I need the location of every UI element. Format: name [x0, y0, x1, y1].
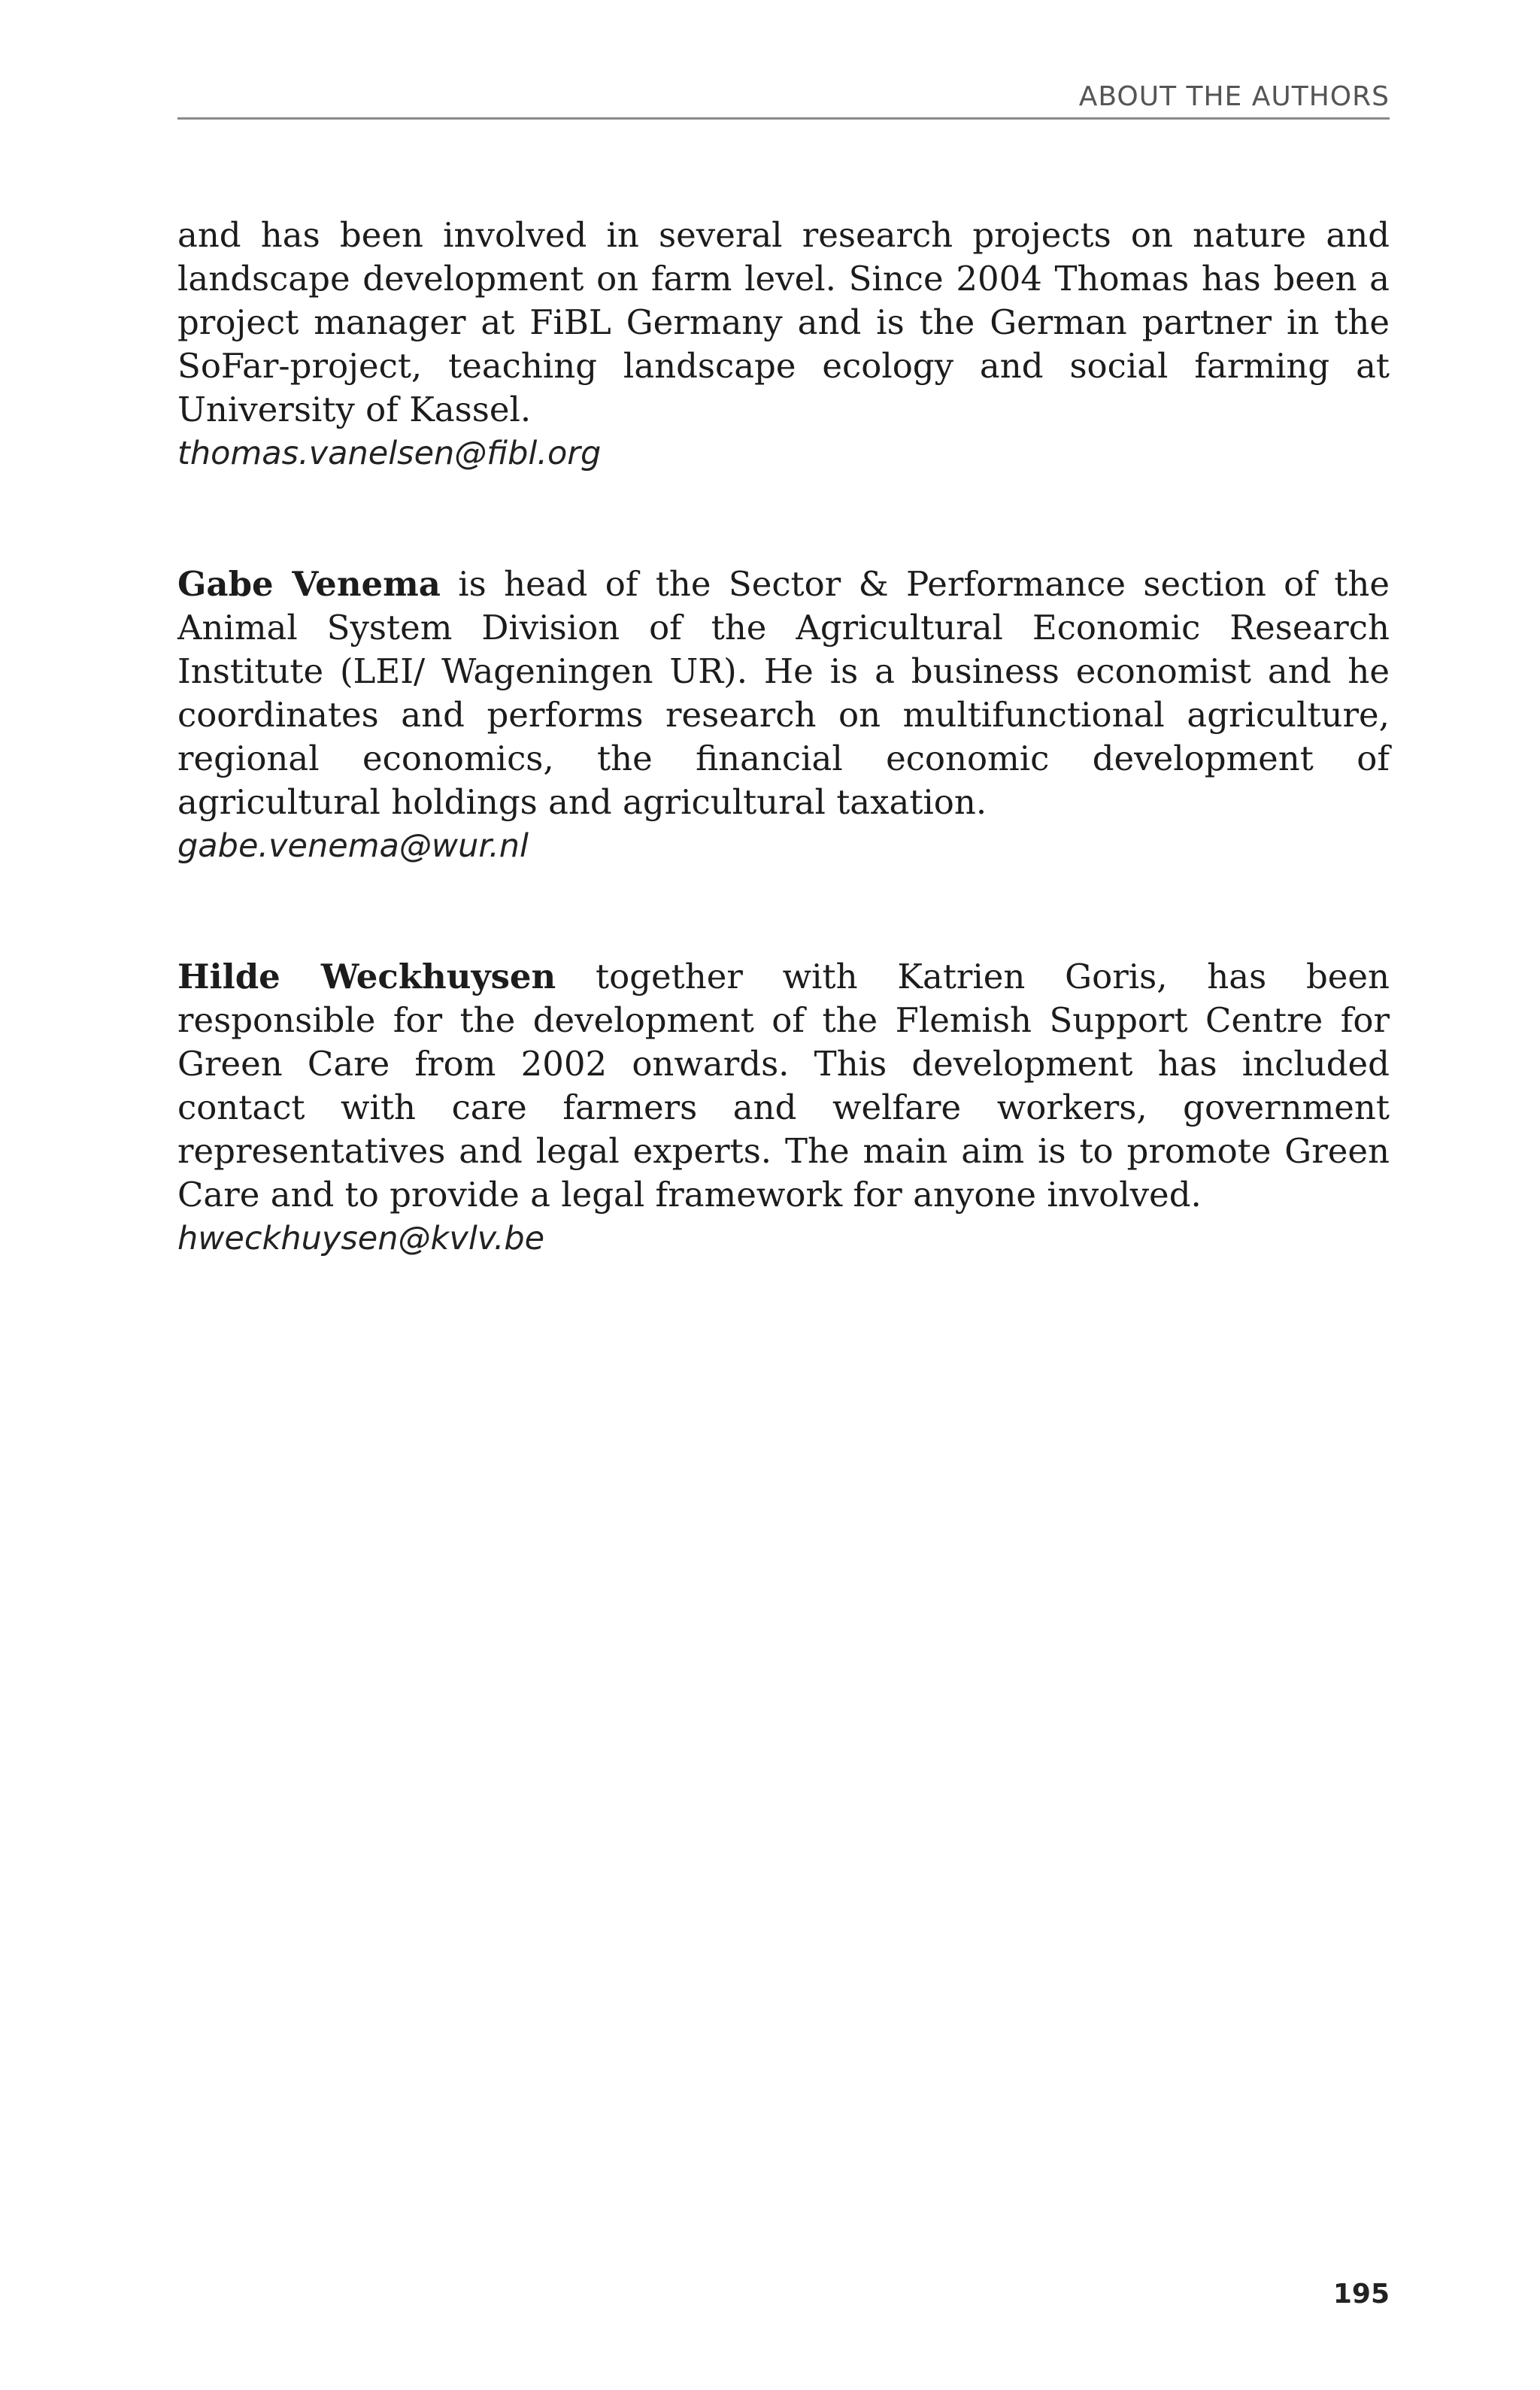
- author-email: thomas.vanelsen@fibl.org: [177, 435, 602, 472]
- header-rule: [177, 117, 1390, 120]
- page-content: [177, 214, 1390, 1348]
- author-bio-venema: [177, 563, 1390, 868]
- author-bio-vanelsen: [177, 214, 1390, 475]
- bio-text: and has been involved in several research projects on nature and landscape development on farm level. Since 2004 Thomas has been a project manager at FiBL Germany and is the German partner in the SoFar-project, teaching landscape ecology and social farming at University of Kassel.: [177, 215, 1390, 429]
- running-header: ABOUT THE AUTHORS: [1078, 81, 1390, 112]
- author-email: gabe.venema@wur.nl: [177, 827, 529, 865]
- author-email: hweckhuysen@kvlv.be: [177, 1220, 545, 1257]
- author-name: Hilde Weckhuysen: [177, 957, 556, 996]
- bio-text: together with Katrien Goris, has been responsible for the development of the Flemish Support Centre for Green Care from 2002 onwards. This development has included contact with care farmers and welfare workers, government representatives and legal experts. The main aim is to promote Green Care and to provide a legal framework for anyone involved.: [177, 957, 1390, 1215]
- bio-paragraph: [177, 563, 1390, 824]
- author-bio-weckhuysen: [177, 955, 1390, 1260]
- page-number: 195: [1332, 2279, 1390, 2310]
- bio-paragraph: [177, 214, 1390, 432]
- bio-text: is head of the Sector & Performance section of the Animal System Division of the Agricultural Economic Research Institute (LEI/ Wageningen UR). He is a business economist and he coordinates and performs research on multifunctional agriculture, regional economics, the financial economic development of agricultural holdings and agricultural taxation.: [177, 564, 1390, 822]
- author-name: Gabe Venema: [177, 564, 441, 604]
- bio-paragraph: [177, 955, 1390, 1217]
